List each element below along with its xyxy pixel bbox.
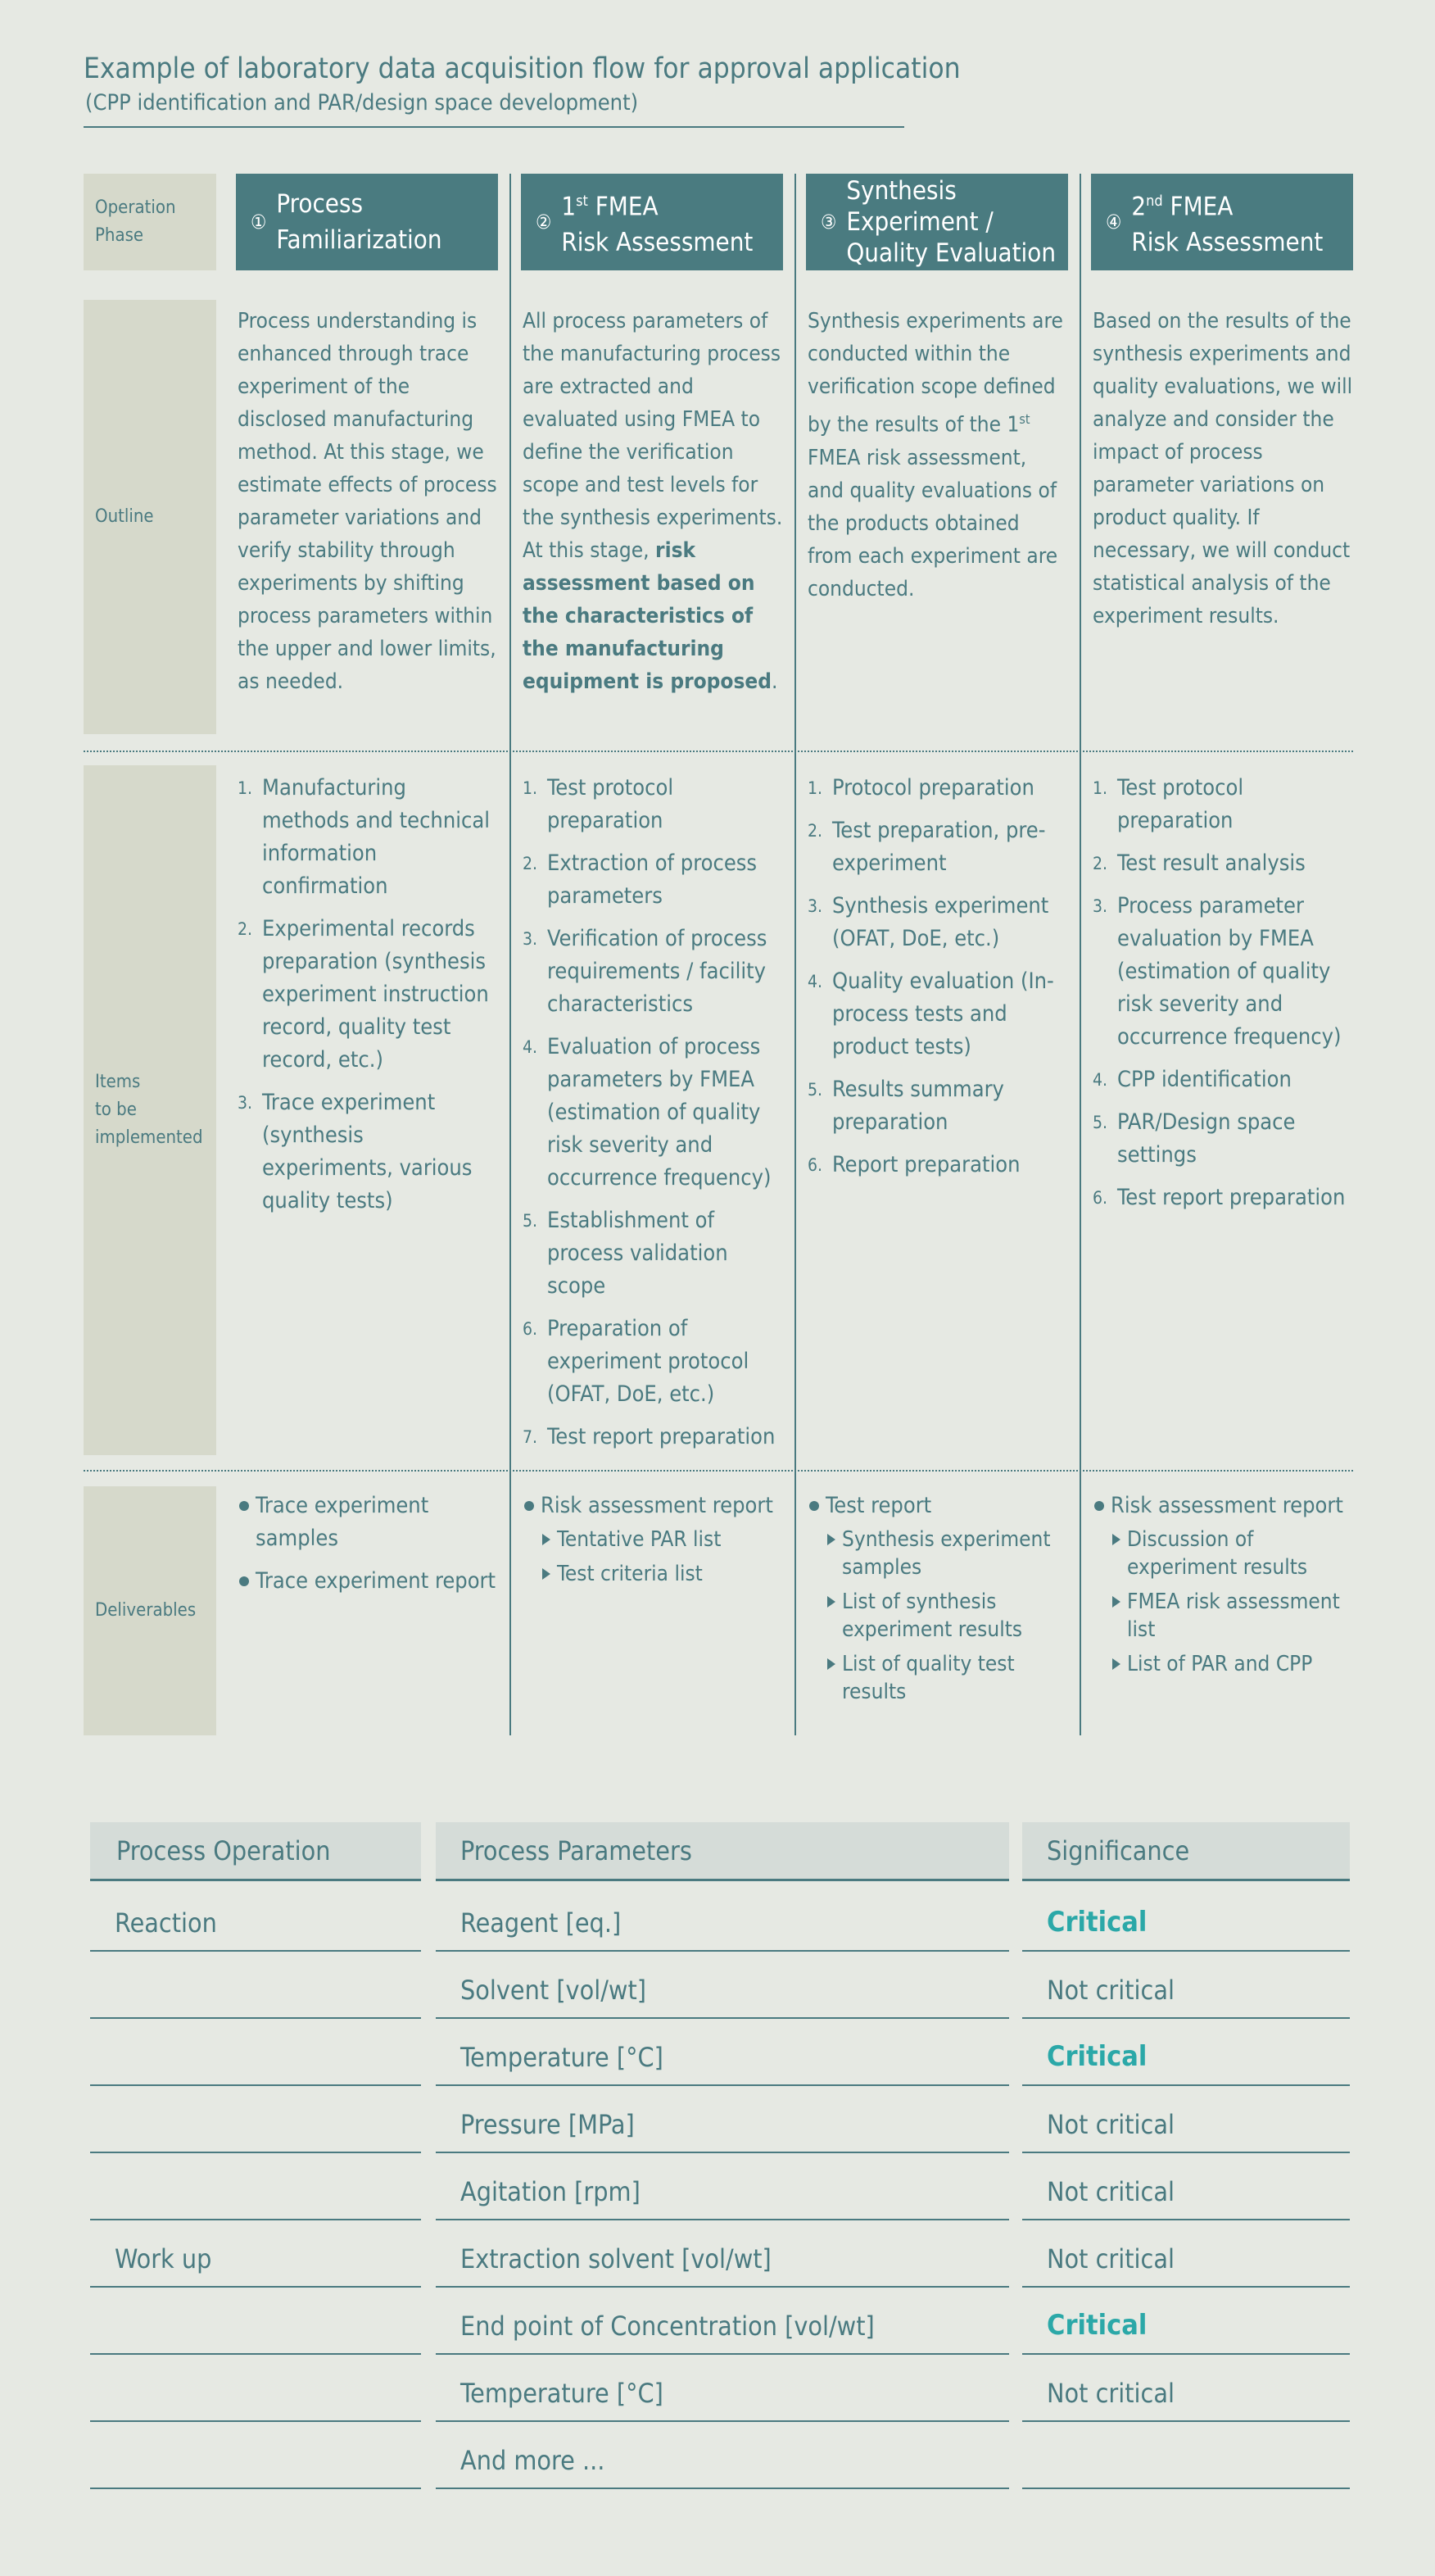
deliverable-subitem: List of synthesis experiment results [826, 1588, 1068, 1644]
column-divider [509, 174, 511, 1735]
implementation-item: 2. Extraction of process parameters [523, 850, 758, 909]
implementation-item: 3. Trace experiment (synthesis experiments, various quality tests) [238, 1090, 473, 1213]
implementation-item: 6. Report preparation [808, 1152, 1021, 1177]
outline-cell-2: All process parameters of the manufacturing process are extracted and evaluated using FMEA to define the verification scope and test levels for the synthesis experiments. At this stage, risk assessment based on the characteristics of the manufacturing equipment is proposed. [523, 309, 783, 694]
table-cell-significance: Critical [1022, 1884, 1350, 1952]
section-divider [84, 1470, 1353, 1472]
implementation-item: 1. Test protocol preparation [523, 775, 674, 833]
implementation-item: 2. Test preparation, pre-experiment [808, 818, 1046, 876]
deliverable-subitem: List of quality test results [826, 1650, 1068, 1706]
implementation-item: 3. Synthesis experiment (OFAT, DoE, etc.) [808, 893, 1049, 951]
table-cell-operation [90, 2288, 421, 2355]
implementation-item: 1. Protocol preparation [808, 775, 1034, 800]
table-cell-operation [90, 1952, 421, 2019]
table-cell-parameter: Solvent [vol/wt] [436, 1952, 1009, 2019]
table-cell-operation [90, 2422, 421, 2489]
items-cell-4 [1093, 772, 1353, 1224]
page-title: Example of laboratory data acquisition flow for approval application [84, 52, 961, 85]
row-label-outline: Outline [84, 300, 216, 734]
implementation-item: 4. Evaluation of process parameters by FMEA (estimation of quality risk severity and occurrence frequency) [523, 1034, 772, 1190]
deliverable-subitem: Test criteria list [541, 1560, 783, 1588]
outline-cell-3: Synthesis experiments are conducted within the verification scope defined by the results of the 1st FMEA risk assessment, and quality evaluations of the products obtained from each experiment are conducted. [808, 309, 1063, 601]
table-cell-operation: Work up [90, 2220, 421, 2288]
table-cell-significance: Not critical [1022, 2220, 1350, 2288]
table-cell-parameter: And more ... [436, 2422, 1009, 2489]
deliverable-subitem: FMEA risk assessment list [1111, 1588, 1353, 1644]
phase-header-1: ① Process Familiarization [236, 174, 498, 270]
row-label-phase: Operation Phase [84, 174, 216, 270]
deliverable-subitem: Discussion of experiment results [1111, 1526, 1353, 1581]
items-cell-3 [808, 772, 1068, 1191]
implementation-item: 3. Verification of process requirements / facility characteristics [523, 926, 767, 1017]
implementation-item: 5. Establishment of process validation scope [523, 1208, 728, 1299]
phase-header-3: ③ Synthesis Experiment / Quality Evaluation [806, 174, 1068, 270]
implementation-item: 3. Process parameter evaluation by FMEA (estimation of quality risk severity and occurrence frequency) [1093, 893, 1342, 1050]
table-cell-significance [1022, 2422, 1350, 2489]
implementation-item: 1. Manufacturing methods and technical information confirmation [238, 775, 490, 899]
table-cell-parameter: End point of Concentration [vol/wt] [436, 2288, 1009, 2355]
deliverables-cell-3 [808, 1490, 1068, 1716]
table-cell-significance: Not critical [1022, 2086, 1350, 2153]
table-cell-parameter: Agitation [rpm] [436, 2153, 1009, 2220]
implementation-item: 4. Quality evaluation (In-process tests and product tests) [808, 968, 1054, 1059]
title-divider [84, 126, 904, 128]
table-header-parameters: Process Parameters [436, 1822, 1009, 1881]
implementation-item: 5. PAR/Design space settings [1093, 1109, 1296, 1168]
deliverables-cell-2 [523, 1490, 783, 1598]
table-cell-parameter: Extraction solvent [vol/wt] [436, 2220, 1009, 2288]
implementation-item: 7. Test report preparation [523, 1424, 776, 1449]
deliverable-item: Trace experiment samples [238, 1490, 498, 1555]
items-cell-1 [238, 772, 498, 1227]
outline-cell-4: Based on the results of the synthesis experiments and quality evaluations, we will analyze and consider the impact of process parameter variations on product quality. If necessary, we will conduct statistical analysis of the experiment results. [1093, 309, 1353, 628]
deliverable-item: Trace experiment report [238, 1565, 498, 1598]
phase-header-4: ④ 2nd FMEA Risk Assessment [1091, 174, 1353, 270]
deliverables-cell-1 [238, 1490, 498, 1608]
phase-header-2: ② 1st FMEA Risk Assessment [521, 174, 783, 270]
implementation-item: 4. CPP identification [1093, 1067, 1292, 1092]
implementation-item: 5. Results summary preparation [808, 1077, 1004, 1135]
section-divider [84, 751, 1353, 752]
table-cell-significance: Not critical [1022, 2355, 1350, 2422]
deliverable-item: Risk assessment report Tentative PAR list Test criteria list [523, 1490, 783, 1588]
table-cell-operation [90, 2355, 421, 2422]
row-label-items: Items to be implemented [84, 765, 216, 1455]
column-divider [1080, 174, 1081, 1735]
deliverable-item: Test report Synthesis experiment samples List of synthesis experiment results List of quality test results [808, 1490, 1068, 1706]
implementation-item: 1. Test protocol preparation [1093, 775, 1244, 833]
table-header-operation: Process Operation [90, 1822, 421, 1881]
row-label-deliverables: Deliverables [84, 1486, 216, 1735]
table-cell-parameter: Temperature [°C] [436, 2355, 1009, 2422]
table-cell-operation [90, 2019, 421, 2086]
table-cell-operation [90, 2086, 421, 2153]
implementation-item: 6. Preparation of experiment protocol (OFAT, DoE, etc.) [523, 1316, 749, 1407]
column-divider [794, 174, 796, 1735]
deliverables-cell-4 [1093, 1490, 1353, 1688]
deliverable-subitem: Synthesis experiment samples [826, 1526, 1068, 1581]
page-subtitle: (CPP identification and PAR/design space development) [85, 90, 639, 116]
table-cell-significance: Critical [1022, 2288, 1350, 2355]
table-header-significance: Significance [1022, 1822, 1350, 1881]
deliverable-subitem: Tentative PAR list [541, 1526, 783, 1553]
table-cell-operation [90, 2153, 421, 2220]
table-cell-significance: Not critical [1022, 2153, 1350, 2220]
implementation-item: 2. Test result analysis [1093, 850, 1306, 876]
implementation-item: 2. Experimental records preparation (synthesis experiment instruction record, quality test record, etc.) [238, 916, 489, 1073]
deliverable-item: Risk assessment report Discussion of experiment results FMEA risk assessment list List of PAR and CPP [1093, 1490, 1353, 1678]
table-cell-significance: Critical [1022, 2019, 1350, 2086]
table-cell-parameter: Temperature [°C] [436, 2019, 1009, 2086]
outline-cell-1: Process understanding is enhanced through trace experiment of the disclosed manufacturing method. At this stage, we estimate effects of process parameter variations and verify stability through experiments by shifting process parameters within the upper and lower limits, as needed. [238, 309, 497, 694]
items-cell-2 [523, 772, 783, 1463]
deliverable-subitem: List of PAR and CPP [1111, 1650, 1353, 1678]
implementation-item: 6. Test report preparation [1093, 1185, 1346, 1210]
table-cell-operation: Reaction [90, 1884, 421, 1952]
table-cell-significance: Not critical [1022, 1952, 1350, 2019]
table-cell-parameter: Pressure [MPa] [436, 2086, 1009, 2153]
table-cell-parameter: Reagent [eq.] [436, 1884, 1009, 1952]
